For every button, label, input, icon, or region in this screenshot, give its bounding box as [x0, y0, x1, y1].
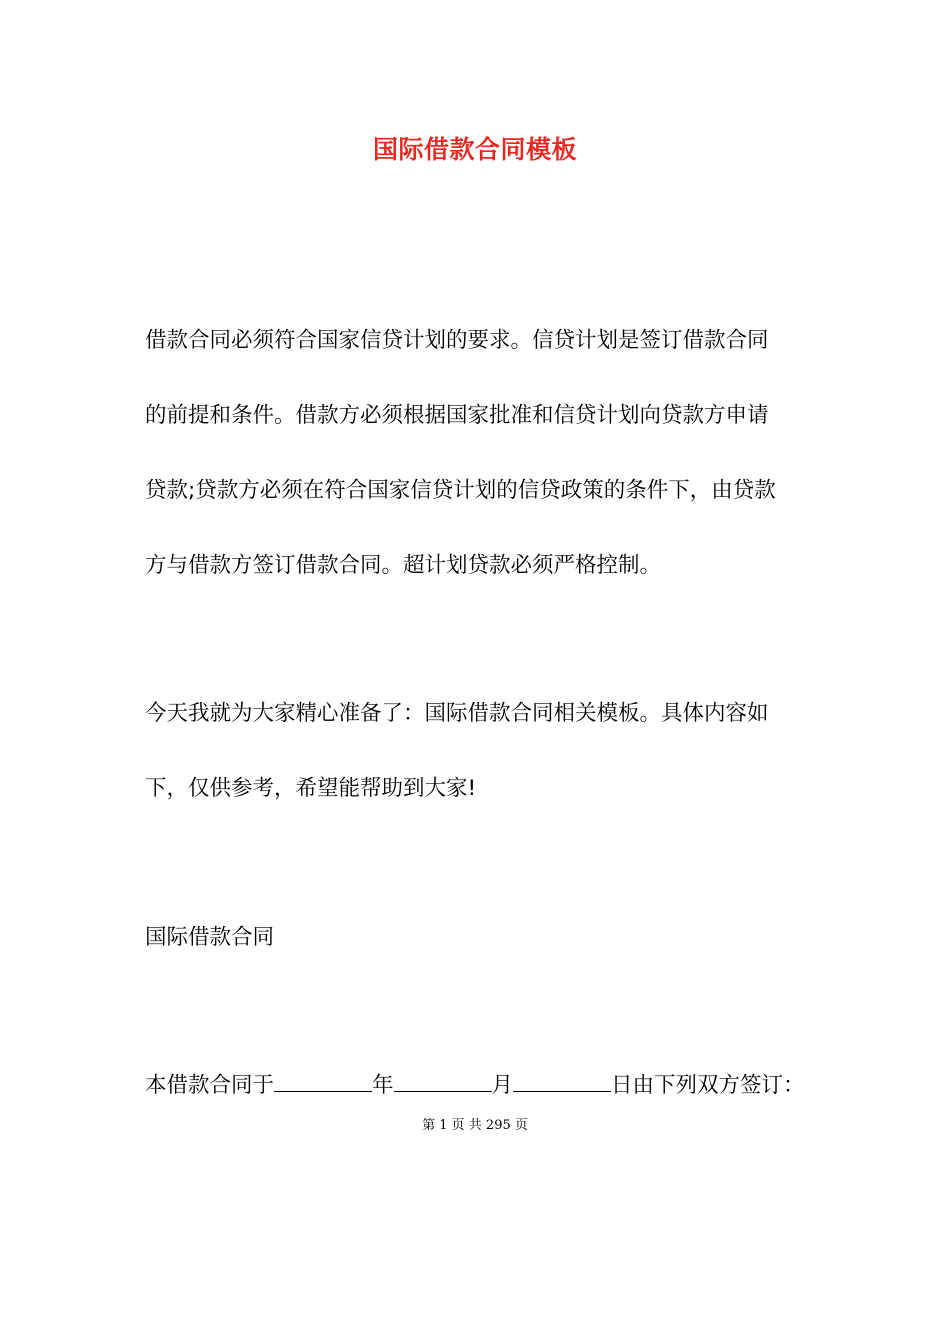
year-blank: [274, 1071, 372, 1092]
signing-month: 月: [491, 1073, 514, 1098]
document-title: 国际借款合同模板: [372, 135, 577, 164]
day-blank: [513, 1071, 611, 1092]
page-footer: 第 1 页 共 295 页: [422, 1118, 528, 1133]
intro-line-3: 贷款;贷款方必须在符合国家信贷计划的信贷政策的条件下，由贷款: [145, 478, 776, 503]
intro-line-1: 借款合同必须符合国家信贷计划的要求。信贷计划是签订借款合同: [145, 328, 769, 353]
section-heading: [145, 919, 810, 956]
intro-line-2: 的前提和条件。借款方必须根据国家批准和信贷计划向贷款方申请: [145, 403, 769, 428]
intro-line-4: 方与借款方签订借款合同。超计划贷款必须严格控制。: [145, 553, 662, 578]
signing-prefix: 本借款合同于: [145, 1073, 275, 1098]
note-line-2: 下，仅供参考，希望能帮助到大家!: [145, 776, 477, 801]
note-paragraph: [145, 695, 810, 807]
note-line-1: 今天我就为大家精心准备了：国际借款合同相关模板。具体内容如: [145, 701, 769, 726]
signing-year: 年: [372, 1073, 394, 1098]
intro-paragraph: [145, 322, 810, 584]
section-heading-text: 国际借款合同: [145, 925, 275, 950]
month-blank: [394, 1071, 492, 1092]
signing-suffix: 日由下列双方签订：: [611, 1073, 805, 1098]
signing-line: [145, 1067, 835, 1104]
